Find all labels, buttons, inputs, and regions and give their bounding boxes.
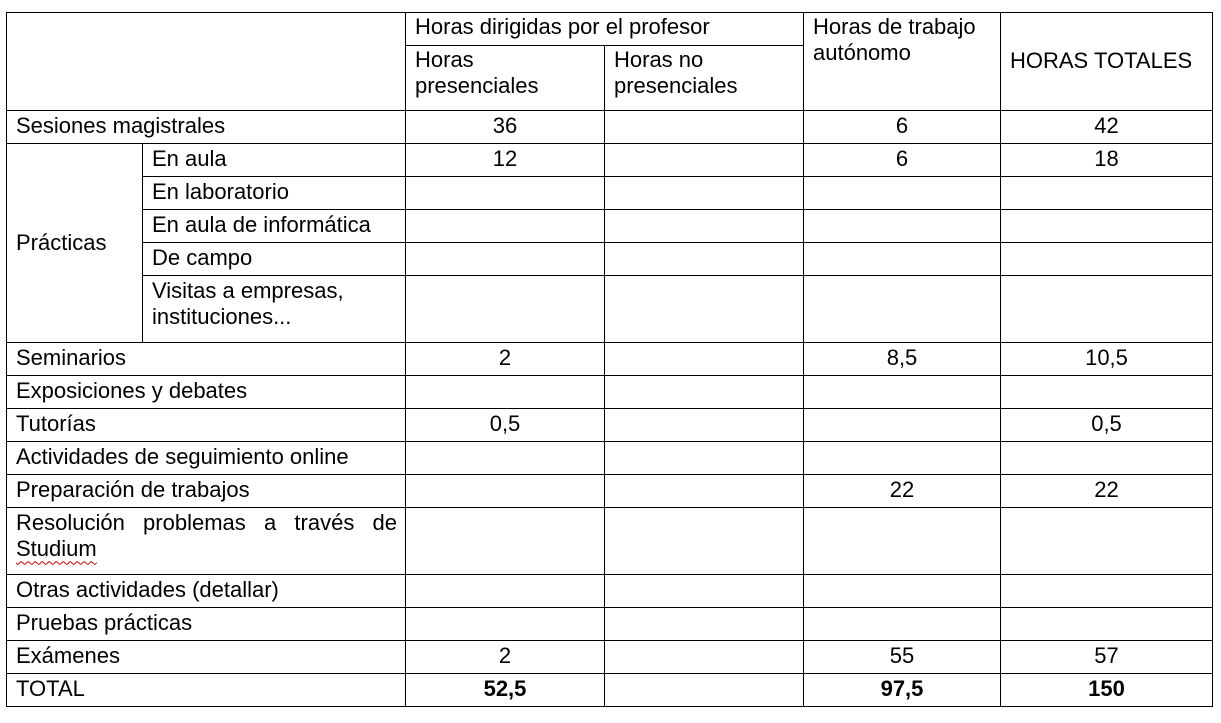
header-row-1 (7, 13, 1213, 46)
header-presential-hours: Horas presenciales (406, 46, 605, 111)
row-label: En aula (143, 144, 406, 177)
table-row (7, 475, 1213, 508)
row-label: Pruebas prácticas (7, 608, 406, 641)
total-cell (1001, 210, 1213, 243)
total-cell (1001, 575, 1213, 608)
total-cell (1001, 442, 1213, 475)
table-row (7, 508, 1213, 575)
table-row (7, 442, 1213, 475)
non-presential-cell (605, 243, 804, 276)
presential-cell (406, 608, 605, 641)
row-label: Tutorías (7, 409, 406, 442)
autonomous-cell (804, 210, 1001, 243)
non-presential-cell (605, 442, 804, 475)
presential-cell (406, 376, 605, 409)
non-presential-cell (605, 144, 804, 177)
non-presential-total-cell (605, 674, 804, 707)
total-cell (1001, 608, 1213, 641)
table-row (7, 641, 1213, 674)
non-presential-cell (605, 608, 804, 641)
autonomous-cell: 6 (804, 111, 1001, 144)
presential-cell: 0,5 (406, 409, 605, 442)
table-row (7, 343, 1213, 376)
autonomous-cell (804, 177, 1001, 210)
non-presential-cell (605, 575, 804, 608)
table-row (7, 608, 1213, 641)
table-row (7, 210, 1213, 243)
header-total-hours: HORAS TOTALES (1001, 13, 1213, 111)
row-label: Actividades de seguimiento online (7, 442, 406, 475)
total-cell (1001, 177, 1213, 210)
presential-cell: 2 (406, 343, 605, 376)
presential-cell (406, 575, 605, 608)
total-row (7, 674, 1213, 707)
presential-cell: 2 (406, 641, 605, 674)
row-label: Seminarios (7, 343, 406, 376)
non-presential-cell (605, 409, 804, 442)
row-label: Exámenes (7, 641, 406, 674)
total-cell: 22 (1001, 475, 1213, 508)
presential-cell (406, 508, 605, 575)
presential-cell (406, 475, 605, 508)
header-directed-hours: Horas dirigidas por el profesor (406, 13, 804, 46)
non-presential-cell (605, 508, 804, 575)
presential-cell: 12 (406, 144, 605, 177)
header-empty-cell (7, 13, 406, 111)
total-cell: 18 (1001, 144, 1213, 177)
presential-cell (406, 442, 605, 475)
row-label (7, 508, 406, 575)
total-cell: 0,5 (1001, 409, 1213, 442)
row-label: Sesiones magistrales (7, 111, 406, 144)
header-autonomous-hours: Horas de trabajo autónomo (804, 13, 1001, 111)
autonomous-cell (804, 442, 1001, 475)
total-cell (1001, 243, 1213, 276)
autonomous-cell (804, 508, 1001, 575)
autonomous-cell (804, 243, 1001, 276)
autonomous-cell: 6 (804, 144, 1001, 177)
row-label: En aula de informática (143, 210, 406, 243)
table-row (7, 409, 1213, 442)
row-label: Exposiciones y debates (7, 376, 406, 409)
non-presential-cell (605, 210, 804, 243)
non-presential-cell (605, 276, 804, 343)
autonomous-cell: 22 (804, 475, 1001, 508)
table-row (7, 243, 1213, 276)
practicas-group-label: Prácticas (7, 144, 143, 343)
total-cell (1001, 376, 1213, 409)
total-cell: 42 (1001, 111, 1213, 144)
autonomous-cell (804, 575, 1001, 608)
hours-table (6, 12, 1213, 707)
table-row (7, 144, 1213, 177)
row-label: En laboratorio (143, 177, 406, 210)
row-label: De campo (143, 243, 406, 276)
non-presential-cell (605, 343, 804, 376)
presential-cell (406, 177, 605, 210)
header-non-presential-hours: Horas no presenciales (605, 46, 804, 111)
presential-cell: 36 (406, 111, 605, 144)
table-row (7, 177, 1213, 210)
non-presential-cell (605, 641, 804, 674)
total-cell: 10,5 (1001, 343, 1213, 376)
autonomous-cell: 8,5 (804, 343, 1001, 376)
table-row (7, 575, 1213, 608)
presential-cell (406, 276, 605, 343)
autonomous-total-cell: 97,5 (804, 674, 1001, 707)
studium-word: Studium (16, 536, 97, 562)
table-row (7, 376, 1213, 409)
non-presential-cell (605, 376, 804, 409)
autonomous-cell (804, 409, 1001, 442)
grand-total-cell: 150 (1001, 674, 1213, 707)
total-cell: 57 (1001, 641, 1213, 674)
row-label: Otras actividades (detallar) (7, 575, 406, 608)
row-label: Preparación de trabajos (7, 475, 406, 508)
row-label: Visitas a empresas, instituciones... (143, 276, 406, 343)
autonomous-cell: 55 (804, 641, 1001, 674)
studium-label-prefix: Resolución problemas a través de (16, 510, 397, 535)
total-row-label: TOTAL (7, 674, 406, 707)
autonomous-cell (804, 376, 1001, 409)
autonomous-cell (804, 608, 1001, 641)
table-row (7, 111, 1213, 144)
presential-total-cell: 52,5 (406, 674, 605, 707)
autonomous-cell (804, 276, 1001, 343)
non-presential-cell (605, 475, 804, 508)
non-presential-cell (605, 177, 804, 210)
total-cell (1001, 508, 1213, 575)
presential-cell (406, 243, 605, 276)
table-row (7, 276, 1213, 343)
total-cell (1001, 276, 1213, 343)
presential-cell (406, 210, 605, 243)
non-presential-cell (605, 111, 804, 144)
